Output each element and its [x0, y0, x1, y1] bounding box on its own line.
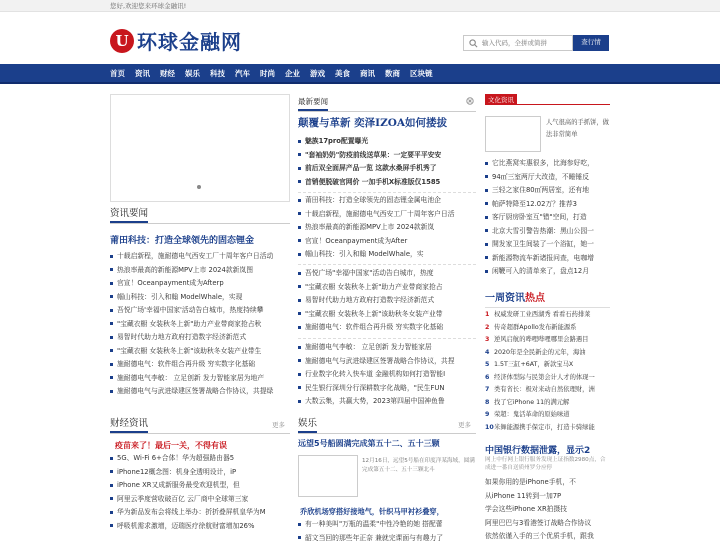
- list-item[interactable]: [298, 368, 476, 382]
- list-item-label: iPhone XR又成新服务最受欢迎机型，但: [117, 481, 240, 489]
- nav-item[interactable]: 科技: [210, 64, 225, 84]
- list-item-label: 类有省长：极对来动自然依理财，洲: [494, 386, 595, 393]
- list-item-label: 从iPhone 11转到一加7P: [485, 492, 561, 500]
- latest-big-headline[interactable]: 颠覆与革新 奕泽IZOA如何搂拔: [298, 115, 447, 130]
- header: [0, 12, 720, 64]
- list-item[interactable]: [485, 334, 610, 347]
- rank-number: 4: [485, 347, 494, 360]
- nav-item[interactable]: 游戏: [310, 64, 325, 84]
- hot-title: 一周资讯热点: [485, 289, 610, 308]
- list-item[interactable]: [485, 422, 610, 435]
- list-item-label: 施耐德电气李敏： 立足创新 发力智能家居: [305, 343, 432, 351]
- nav-item[interactable]: 企业: [285, 64, 300, 84]
- list-item-label: 它比燕窝实惠很多，比海参好吃，: [492, 159, 594, 167]
- rank-number: 7: [485, 384, 494, 397]
- list-item[interactable]: [485, 211, 610, 225]
- list-item-label: 找了它iPhone 11的满元解: [494, 399, 569, 406]
- list-item-label: 帕萨特降至12.02万？推荐3: [492, 200, 577, 208]
- list-item[interactable]: [110, 372, 290, 386]
- finance-section-title: 财经资讯: [110, 415, 290, 434]
- list-item[interactable]: [485, 225, 610, 239]
- list-item-label: 2020年是全民新企的元年，海油: [494, 349, 586, 356]
- ent-thumbnail[interactable]: [298, 455, 358, 497]
- list-item[interactable]: [298, 382, 476, 396]
- rank-number: 8: [485, 397, 494, 410]
- list-item[interactable]: [110, 493, 290, 507]
- nav-item[interactable]: 娱乐: [185, 64, 200, 84]
- list-item-label: 易智时代助力地方政府打造数字经济新范式: [117, 333, 246, 341]
- finance-list: [110, 452, 290, 533]
- list-item-label: "宝藏衣橱 女装秋冬上新"助力产业带商家抢占秋: [117, 320, 261, 328]
- search-icon: [469, 39, 478, 48]
- list-item-label: 5G、Wi-Fi 6+合体！华为超强路由器5: [117, 454, 234, 462]
- list-item-label: 呼吸机需求激增，迈瑞医疗徐航财富增加26%: [117, 522, 254, 530]
- culture-badge: 文化资讯: [485, 94, 517, 105]
- list-item-label: 施耐德电气与武进绿建区签署战略合作协议，共捏: [305, 357, 455, 365]
- list-item[interactable]: [110, 250, 290, 264]
- list-item[interactable]: [110, 277, 290, 291]
- list-item[interactable]: [485, 384, 610, 397]
- list-item[interactable]: [110, 291, 290, 305]
- list-item[interactable]: [110, 479, 290, 493]
- list-item[interactable]: [110, 358, 290, 372]
- latest-group-2: [298, 194, 476, 262]
- list-item[interactable]: [298, 162, 476, 176]
- list-item[interactable]: [298, 294, 476, 308]
- list-item[interactable]: [485, 397, 610, 410]
- rank-number: 6: [485, 372, 494, 385]
- list-item[interactable]: [485, 157, 610, 171]
- finance-headline[interactable]: 疫苗来了！最后一关，不得有误: [115, 440, 227, 451]
- list-item[interactable]: [110, 466, 290, 480]
- list-item-label: 94㎡三室两厅大改造，不睡锤反: [492, 173, 589, 181]
- list-item-label: 施耐德电气李敏： 立足创新 发力智能家居为地产: [117, 374, 264, 382]
- list-item-label: 1.5T三缸+6AT，新款宝马X: [494, 361, 573, 368]
- culture-thumb-caption[interactable]: 人气很高的手抓饼，做法非常简单: [546, 117, 610, 141]
- ent-section-title: 娱乐: [298, 415, 476, 434]
- list-item-label: 施耐德电气与武进绿建区签署战略合作协议，共提绿: [117, 387, 273, 395]
- list-item[interactable]: [485, 198, 610, 212]
- list-item[interactable]: [110, 345, 290, 359]
- list-item[interactable]: [110, 452, 290, 466]
- list-item[interactable]: [298, 208, 476, 222]
- topbar: [0, 0, 720, 12]
- list-item-label: "宝藏衣橱 女装秋冬上新"助力产业带商家抢占: [305, 283, 443, 291]
- list-item-label: 官宣！Oceanpayment成为Afterp: [117, 279, 224, 287]
- ent-sub-headline[interactable]: 乔欣机场穿搭好接地气，针织马甲衬衫叠穿，: [300, 507, 444, 517]
- nav-item[interactable]: 资讯: [135, 64, 150, 84]
- list-item-label: 华为新品发布会将线上举办：折折叠屏机皇华为M: [117, 508, 266, 516]
- rank-number: 3: [485, 334, 494, 347]
- list-item[interactable]: [298, 355, 476, 369]
- rank-number: 1: [485, 309, 494, 322]
- bank-list: [485, 476, 610, 544]
- main-nav: [0, 64, 720, 84]
- welcome-text: 您好,欢迎您来环球金融讯!: [110, 2, 186, 10]
- list-item-label: 学会这些iPhone XR拍摄技: [485, 505, 567, 513]
- slider-dot[interactable]: [197, 185, 201, 189]
- news-slider[interactable]: [110, 94, 290, 202]
- logo-mark-icon: U: [110, 29, 134, 53]
- list-item-label: 行业数字化转入快车道 金融机构如何打造智能I: [305, 370, 445, 378]
- nav-item[interactable]: 商讯: [360, 64, 375, 84]
- list-item-label: 阿里云季度营收破百亿 云厂商中全球第三家: [117, 495, 248, 503]
- rank-number: 2: [485, 322, 494, 335]
- list-item[interactable]: [298, 518, 476, 532]
- list-item[interactable]: [110, 520, 290, 534]
- culture-list: [485, 157, 610, 279]
- list-item-label: 魅族17pro配置曝光: [305, 137, 368, 145]
- list-item-label: 開发家卫生间装了一个浴缸，她一: [492, 240, 594, 248]
- nav-item[interactable]: 时尚: [260, 64, 275, 84]
- ent-more-link[interactable]: 更多: [458, 420, 471, 429]
- list-item-label: 施耐德电气：软件组合再升级 穷实数字化基础: [117, 360, 255, 368]
- list-item[interactable]: [485, 347, 610, 360]
- list-item-label: 如果你用的是iPhone手机，不: [485, 478, 576, 486]
- list-item[interactable]: [298, 176, 476, 190]
- list-item-label: 阿里巴巴与3看港签订战略合作协议: [485, 519, 591, 527]
- list-item[interactable]: [298, 532, 476, 545]
- list-item-label: 经济体型际与民第会计人才的体现一: [494, 374, 595, 381]
- list-item[interactable]: [485, 530, 610, 544]
- list-item[interactable]: [110, 385, 290, 399]
- culture-thumbnail[interactable]: [485, 116, 541, 152]
- list-item[interactable]: [298, 149, 476, 163]
- rank-number: 10: [485, 422, 494, 435]
- list-item[interactable]: [298, 267, 476, 281]
- list-item-label: 客厅厨房卧室互"错"空间，打造: [492, 213, 587, 221]
- list-item-label: 米舞能源携手保定市，打造卡骑绿能: [494, 424, 595, 431]
- hot-list: [485, 309, 610, 434]
- list-item[interactable]: [485, 322, 610, 335]
- list-item-label: 闲鞭可入的清单来了，盘点12月: [492, 267, 589, 275]
- news-list: [110, 250, 290, 399]
- nav-item[interactable]: 数商: [385, 64, 400, 84]
- list-item-label: 帼山科技：引入和翰 ModelWhale，实: [305, 250, 424, 258]
- list-item-label: 民生银行深圳分行深耕数字化战略，"民生FUN: [305, 384, 444, 392]
- list-item[interactable]: [110, 331, 290, 345]
- nav-item[interactable]: 财经: [160, 64, 175, 84]
- list-item[interactable]: [485, 490, 610, 504]
- list-item[interactable]: [110, 304, 290, 318]
- list-item[interactable]: [110, 264, 290, 278]
- list-item[interactable]: [298, 194, 476, 208]
- list-item-label: 大数云集，共赢大势，2023第四届中国神鱼鲁: [305, 397, 445, 405]
- list-item-label: 韶文当回的那些年正奈 兼就完课面与有趣力了: [305, 534, 443, 542]
- logo-text: 环球金融网: [137, 26, 242, 55]
- list-item[interactable]: [485, 503, 610, 517]
- latest-group-4: [298, 341, 476, 409]
- list-item[interactable]: [298, 395, 476, 409]
- list-item[interactable]: [298, 235, 476, 249]
- nav-item[interactable]: 区块链: [410, 64, 433, 84]
- list-item-label: 逆风启航的哔哩哔哩哪里会路遇目: [494, 336, 588, 343]
- news-headline[interactable]: 莆田科技：打造全球领先的固态锂金: [110, 233, 254, 246]
- list-item-label: 十载启新程，施耐德电气西安工厂十周年客户日活动: [117, 252, 273, 260]
- list-item-label: 首销便脱破官网价 一加手机X标准版仅1585: [305, 178, 440, 186]
- list-item-label: 吾悦广场"幸福中国家"活动告白城市，热度: [305, 269, 434, 277]
- close-icon[interactable]: [466, 97, 474, 105]
- latest-group-3: [298, 267, 476, 335]
- list-item-label: 前后双全面屏产品一览 这款水桑屏手机秀了: [305, 164, 437, 172]
- list-item[interactable]: [485, 372, 610, 385]
- list-item[interactable]: [485, 359, 610, 372]
- list-item-label: 传奇超群Apollo发布新能源系: [494, 324, 576, 331]
- list-item-label: 吾悦广场'幸福中国家'活动告白城市，热度持续攀: [117, 306, 263, 314]
- list-item-label: 十载启新程，施耐德电气西安工厂十周年客户日活: [305, 210, 455, 218]
- rank-number: 5: [485, 359, 494, 372]
- list-item[interactable]: [485, 309, 610, 322]
- list-item-label: 易智时代助力地方政府打造数字经济新范式: [305, 296, 434, 304]
- list-item[interactable]: [298, 308, 476, 322]
- nav-item[interactable]: 美食: [335, 64, 350, 84]
- search-button[interactable]: 查行情: [573, 35, 609, 51]
- list-item[interactable]: [485, 238, 610, 252]
- search-input[interactable]: [482, 39, 568, 47]
- rank-number: 9: [485, 409, 494, 422]
- latest-section-title: 最新要闻: [298, 96, 476, 112]
- ent-caption: 12月16日，远望5号船在印度洋某海域，圆满完成第五十二、五十三颗北斗: [362, 457, 476, 475]
- list-item-label: 三轻之家住80㎡两居室，还有地: [492, 186, 589, 194]
- latest-group-1: [298, 135, 476, 189]
- nav-item[interactable]: 汽车: [235, 64, 250, 84]
- list-item-label: 权威发研工业西湖秀 看看石药排莱: [494, 311, 590, 318]
- list-item[interactable]: [485, 476, 610, 490]
- list-item[interactable]: [485, 517, 610, 531]
- list-item-label: 施耐德电气：软件组合再升级 穷实数字化基础: [305, 323, 443, 331]
- list-item[interactable]: [485, 252, 610, 266]
- list-item[interactable]: [110, 506, 290, 520]
- site-logo[interactable]: [110, 26, 242, 55]
- list-item[interactable]: [485, 265, 610, 279]
- list-item[interactable]: [485, 184, 610, 198]
- list-item[interactable]: [298, 135, 476, 149]
- list-item[interactable]: [298, 248, 476, 262]
- list-item[interactable]: [298, 281, 476, 295]
- list-item-label: 有一种美叫"万瓶的温柔"中性冷艳的她 搭配蕾: [305, 520, 443, 528]
- list-item[interactable]: [298, 341, 476, 355]
- ent-headline[interactable]: 远望5号船圆满完成第五十二、五十三颗: [298, 438, 440, 449]
- finance-more-link[interactable]: 更多: [272, 420, 285, 429]
- list-item-label: 荣超：鬼活革命的原始味道: [494, 411, 570, 418]
- list-item-label: "宝藏衣橱 女装秋冬上新"该助秋冬女装产业带: [305, 310, 443, 318]
- list-item-label: "宝藏衣橱 女装秋冬上新"该助秋冬女装产业带生: [117, 347, 261, 355]
- list-item[interactable]: [485, 409, 610, 422]
- list-item-label: 新能源物流车新诸报问查，电咖增: [492, 254, 594, 262]
- list-item-label: 热浪率最高的新能源MPV上市 2024款新岚: [305, 223, 434, 231]
- list-item[interactable]: [110, 318, 290, 332]
- bank-headline[interactable]: 中国银行数据泄露，显示2: [485, 443, 590, 456]
- list-item[interactable]: [485, 171, 610, 185]
- ent-list: [298, 518, 476, 545]
- list-item[interactable]: [298, 321, 476, 335]
- list-item-label: 热浪率最高的新能源MPV上市 2024款新岚图: [117, 266, 253, 274]
- nav-item[interactable]: 首页: [110, 64, 125, 84]
- list-item[interactable]: [298, 221, 476, 235]
- news-section-title: 资讯要闻: [110, 205, 290, 224]
- list-item-label: iPhone12概念图：机身全透明设计，iP: [117, 468, 236, 476]
- list-item-label: "套袖奶奶"防疫前线送草果：一定要平平安安: [305, 151, 441, 159]
- list-item-label: 帼山科技：引入和翰 ModelWhale，实现: [117, 293, 242, 301]
- search-box: [463, 35, 573, 51]
- list-item-label: 北京大雪引警告热潮：黑山公园一: [492, 227, 594, 235]
- list-item-label: 依然依谨入手的三个优质手机，跟我: [485, 532, 594, 540]
- list-item-label: 官宣！Oceanpayment成为After: [305, 237, 407, 245]
- bank-desc: 网上中行网上银行服务发现上证指数2980点，合成进一番自送质州罗分应停: [485, 456, 610, 472]
- list-item-label: 莆田科技：打造全球领先的固态锂金属电池企: [305, 196, 441, 204]
